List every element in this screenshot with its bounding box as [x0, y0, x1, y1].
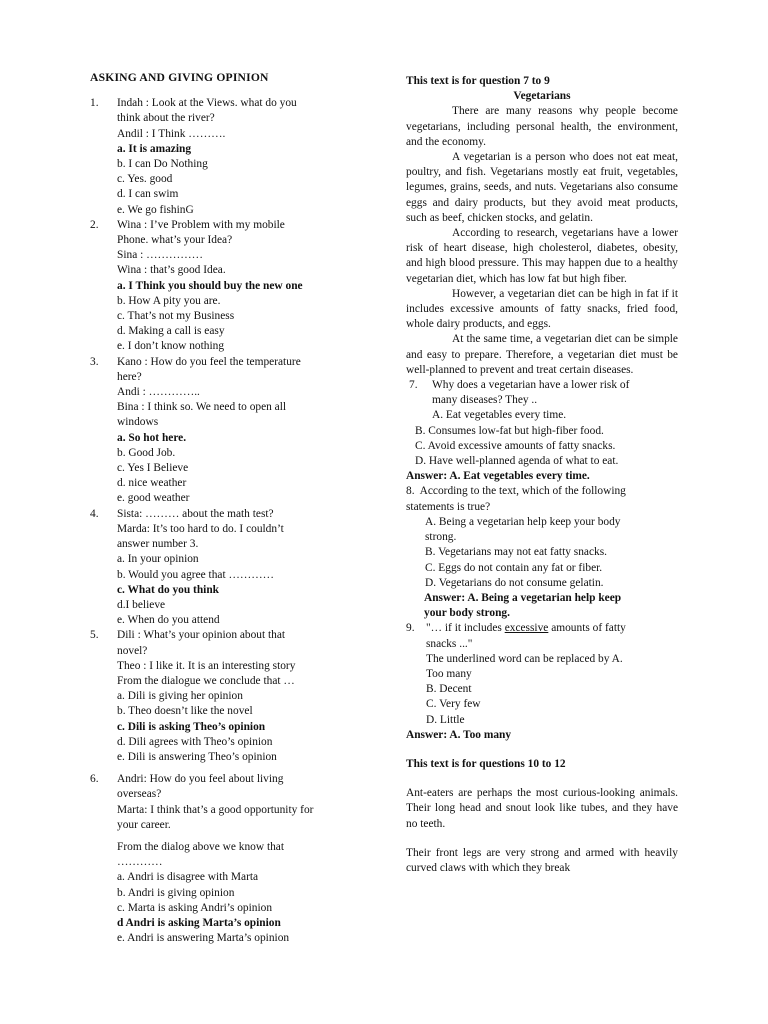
text-intro-heading: This text is for question 7 to 9 — [406, 75, 550, 87]
option: B. Decent — [426, 683, 472, 696]
question-text: Phone. what’s your Idea? — [117, 234, 233, 247]
option: C. Eggs do not contain any fat or fiber. — [425, 561, 603, 574]
quote-text: "… if it includes — [426, 622, 505, 635]
question-text: Bina : I think so. We need to open all — [117, 401, 287, 414]
option: d. Making a call is easy — [117, 325, 225, 338]
question-number: 4. — [90, 507, 99, 520]
question-number: 8. — [406, 485, 415, 498]
question-number: 2. — [90, 218, 99, 231]
option: e. Dili is answering Theo’s opinion — [117, 750, 277, 763]
question-text: Marta: I think that’s a good opportunity for — [117, 803, 314, 816]
option-correct: a. It is amazing — [117, 142, 192, 155]
question-text: overseas? — [117, 788, 162, 801]
question-text: The underlined word can be replaced by A. — [426, 652, 623, 665]
question-number: 1. — [90, 97, 99, 110]
question-text: Kano : How do you feel the temperature — [117, 355, 301, 368]
question-text: From the dialogue we conclude that … — [117, 674, 295, 687]
option: b. Theo doesn’t like the novel — [117, 705, 253, 718]
option: c. Yes I Believe — [117, 462, 189, 475]
option: e. I don’t know nothing — [117, 340, 225, 353]
question-text: Wina : that’s good Idea. — [117, 264, 226, 277]
question-text: think about the river? — [117, 112, 215, 125]
option-correct: a. So hot here. — [117, 431, 187, 444]
option-correct: d Andri is asking Marta’s opinion — [117, 916, 281, 929]
question-text: Theo : I like it. It is an interesting story — [117, 659, 296, 672]
question-text: statements is true? — [406, 500, 491, 513]
passage-paragraph: Their front legs are very strong and armed with heavily curved claws with which they break — [406, 846, 678, 874]
option: a. Andri is disagree with Marta — [117, 871, 259, 884]
option-correct: a. I Think you should buy the new one — [117, 279, 303, 292]
answer-key: Answer: A. Eat vegetables every time. — [406, 470, 590, 483]
underlined-word: excessive — [504, 622, 549, 635]
question-9 — [406, 621, 678, 727]
option: e. We go fishinG — [117, 203, 194, 216]
question-text: Why does a vegetarian have a lower risk of — [432, 379, 630, 392]
question-text: Dili : What’s your opinion about that — [117, 629, 286, 642]
question-text: answer number 3. — [117, 538, 199, 551]
option: d. I can swim — [117, 188, 179, 201]
text-intro-heading: This text is for questions 10 to 12 — [406, 757, 566, 770]
question-text: Sina : …………… — [117, 249, 204, 262]
quote-text: amounts of fatty — [548, 622, 626, 635]
answer-key: Answer: A. Too many — [406, 728, 512, 741]
question-text: According to the text, which of the following — [419, 485, 626, 498]
option: d.I believe — [117, 598, 166, 611]
question-text: Indah : Look at the Views. what do you — [117, 97, 297, 110]
question-2 — [90, 218, 370, 355]
question-8 — [406, 484, 678, 499]
question-number: 6. — [90, 773, 99, 786]
option: a. In your opinion — [117, 553, 199, 566]
option: B. Consumes low-fat but high-fiber food. — [415, 424, 604, 437]
quote-text: snacks ..." — [426, 637, 473, 650]
question-text: ………… — [117, 856, 163, 869]
question-text: many diseases? They .. — [432, 394, 538, 407]
option: c. That’s not my Business — [117, 310, 235, 323]
question-number: 9. — [406, 622, 415, 635]
option: C. Avoid excessive amounts of fatty snacks. — [415, 439, 616, 452]
question-number: 7. — [409, 379, 418, 392]
option: c. Marta is asking Andri’s opinion — [117, 901, 273, 914]
question-text: Andri: How do you feel about living — [117, 773, 284, 786]
question-text: Andi : ………….. — [117, 386, 200, 399]
option: c. Yes. good — [117, 173, 173, 186]
question-text: From the dialog above we know that — [117, 840, 285, 853]
question-6 — [90, 772, 370, 946]
answer-key: your body strong. — [424, 607, 510, 620]
answer-key: Answer: A. Being a vegetarian help keep — [424, 591, 622, 604]
option: b. Andri is giving opinion — [117, 886, 235, 899]
question-text: Wina : I’ve Problem with my mobile — [117, 218, 285, 231]
question-7 — [406, 378, 678, 408]
passage-paragraph: According to research, vegetarians have a lower risk of heart disease, high cholesterol, diabetes, obesity, and high blood pressure. This may happen due to a healthy vegetarian diet, which has low fat but high fiber. — [406, 227, 678, 285]
option: e. good weather — [117, 492, 190, 505]
question-1 — [90, 96, 370, 218]
question-text: windows — [117, 416, 159, 429]
option: D. Vegetarians do not consume gelatin. — [425, 576, 604, 589]
question-text: Sista: ……… about the math test? — [117, 507, 274, 520]
option: C. Very few — [426, 698, 481, 711]
question-4 — [90, 507, 370, 629]
right-column — [406, 74, 678, 876]
option: strong. — [425, 531, 457, 544]
option: B. Vegetarians may not eat fatty snacks. — [425, 546, 607, 559]
passage-paragraph: At the same time, a vegetarian diet can be simple and easy to prepare. Therefore, a vegetarian diet must be well-planned to prevent and treat certain diseases. — [406, 333, 678, 376]
question-quote — [426, 621, 678, 636]
question-text: novel? — [117, 644, 148, 657]
option: b. Would you agree that ………… — [117, 568, 275, 581]
question-number: 5. — [90, 629, 99, 642]
option: b. I can Do Nothing — [117, 158, 208, 171]
question-text: Marda: It’s too hard to do. I couldn’t — [117, 522, 284, 535]
passage-paragraph: However, a vegetarian diet can be high in fat if it includes excessive amounts of fatty snacks, fried food, whole dairy products, and eggs. — [406, 287, 678, 331]
option: b. Good Job. — [117, 446, 176, 459]
left-column — [90, 70, 370, 946]
question-5 — [90, 628, 370, 765]
passage-paragraph: There are many reasons why people become vegetarians, including personal health, the environment, and the economy. — [406, 105, 678, 148]
option-correct: c. What do you think — [117, 583, 220, 596]
option: e. When do you attend — [117, 614, 220, 627]
option: e. Andri is answering Marta’s opinion — [117, 932, 290, 945]
option: a. Dili is giving her opinion — [117, 690, 243, 703]
option: D. Have well-planned agenda of what to eat. — [415, 455, 619, 468]
question-text: your career. — [117, 818, 171, 831]
passage-paragraph: Ant-eaters are perhaps the most curious-looking animals. Their long head and snout look like tubes, and they have no teeth. — [406, 787, 678, 830]
option: A. Being a vegetarian help keep your body — [425, 515, 621, 528]
question-text: here? — [117, 370, 142, 383]
passage-paragraph: A vegetarian is a person who does not eat meat, poultry, and fish. Vegetarians mostly eat fruit, vegetables, legumes, grains, seeds, and nuts. Vegetarians also consume eggs and dairy products, but they avoid meat products, such as beef, chicken stocks, and gelatin. — [406, 151, 678, 224]
question-3 — [90, 355, 370, 507]
option-correct: c. Dili is asking Theo’s opinion — [117, 720, 266, 733]
option: A. Eat vegetables every time. — [432, 409, 567, 422]
passage-title: Vegetarians — [513, 90, 571, 103]
option: Too many — [426, 667, 472, 680]
option: b. How A pity you are. — [117, 294, 221, 307]
option: D. Little — [426, 713, 465, 726]
question-text: Andil : I Think ………. — [117, 127, 226, 140]
question-number: 3. — [90, 355, 99, 368]
option: d. Dili agrees with Theo’s opinion — [117, 735, 273, 748]
option: d. nice weather — [117, 477, 187, 490]
section-title: ASKING AND GIVING OPINION — [90, 71, 269, 84]
